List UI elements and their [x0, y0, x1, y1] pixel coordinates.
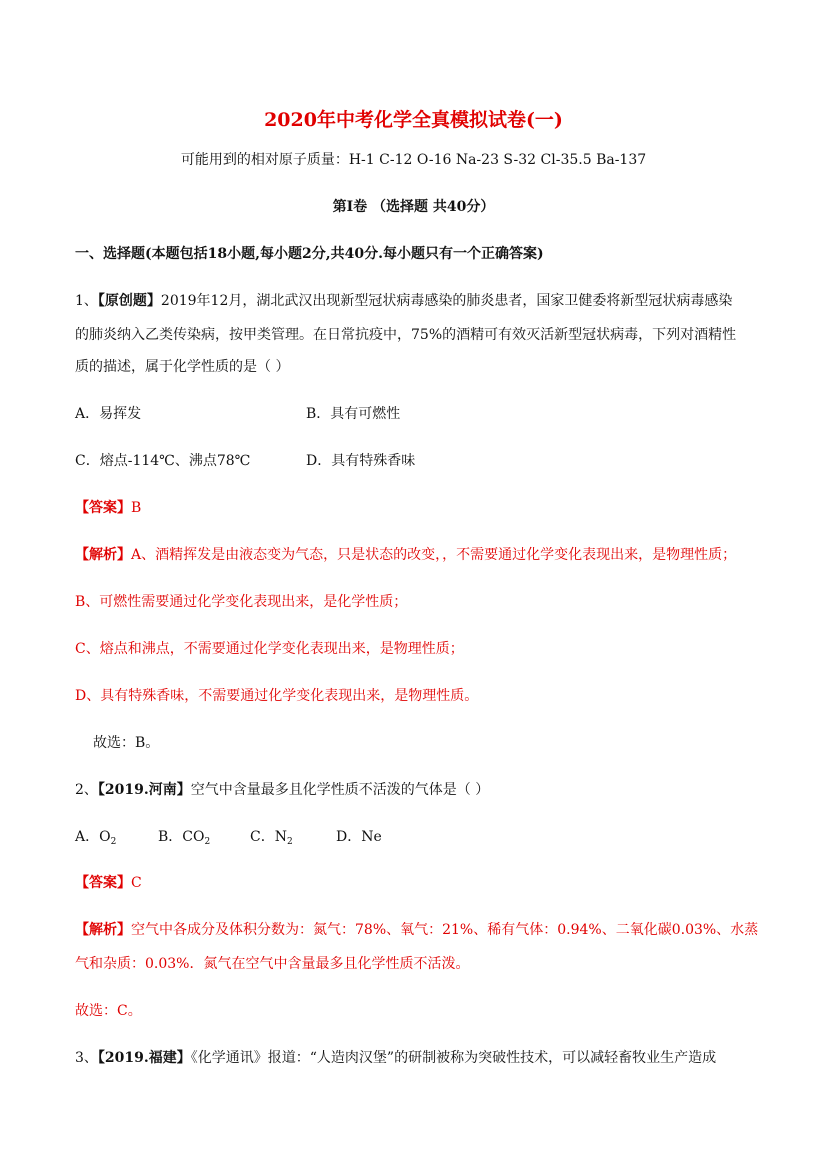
choice-line: 故选：C。: [75, 1003, 142, 1019]
option-a: [75, 827, 116, 852]
option-b: B．具有可燃性: [306, 406, 401, 422]
analysis-line-3: C、熔点和沸点，不需要通过化学变化表现出来，是物理性质；: [75, 641, 464, 657]
question-1-line-3: 质的描述，属于化学性质的是（ ）: [75, 359, 290, 375]
question-1-line-1: [75, 291, 732, 311]
option-b-text: B．CO: [158, 829, 205, 845]
question-source-tag: 【原创题】: [97, 293, 161, 309]
question-number: 1、: [75, 293, 98, 309]
question-source-tag: 【2019.福建】: [97, 1050, 191, 1066]
option-c: [250, 827, 293, 852]
option-a-text: A．O: [75, 829, 111, 845]
answer-value: C: [131, 875, 142, 891]
question-stem: 2019年12月，湖北武汉出现新型冠状病毒感染的肺炎患者，国家卫健委将新型冠状病毒感染: [160, 293, 733, 309]
analysis-line-2: B、可燃性需要通过化学变化表现出来，是化学性质；: [75, 594, 408, 610]
answer-line: [75, 873, 142, 893]
analysis-line-1: [75, 545, 736, 565]
page-title: 2020年中考化学全真模拟试卷(一): [264, 109, 563, 131]
analysis-line-2: 气和杂质：0.03%．氮气在空气中含量最多且化学性质不活泼。: [75, 956, 470, 972]
option-c-text: C．N: [250, 829, 287, 845]
question-1-line-2: 的肺炎纳入乙类传染病，按甲类管理。在日常抗疫中，75%的酒精可有效灭活新型冠状病毒，下列对酒精性: [75, 327, 737, 343]
section-heading: 一、选择题(本题包括18小题,每小题2分,共40分.每小题只有一个正确答案): [75, 246, 544, 262]
analysis-line-4: D、具有特殊香味，不需要通过化学变化表现出来，是物理性质。: [75, 688, 479, 704]
subscript: 2: [286, 837, 293, 847]
answer-tag: 【答案】: [75, 500, 131, 516]
volume-heading: 第Ⅰ卷 （选择题 共40分）: [332, 199, 495, 215]
analysis-tag: 【解析】: [75, 547, 131, 563]
subscript: 2: [204, 837, 211, 847]
question-stem: 空气中含量最多且化学性质不活泼的气体是（ ）: [190, 782, 490, 798]
answer-line: [75, 498, 141, 518]
question-stem: 《化学通讯》报道：“人造肉汉堡”的研制被称为突破性技术，可以减轻畜牧业生产造成: [190, 1050, 717, 1066]
analysis-tag: 【解析】: [75, 922, 131, 938]
question-source-tag: 【2019.河南】: [97, 782, 191, 798]
answer-tag: 【答案】: [75, 875, 131, 891]
option-d: D．Ne: [336, 829, 382, 845]
choice-line: 故选：B。: [93, 735, 160, 751]
question-number: 3、: [75, 1050, 98, 1066]
atomic-masses-line: 可能用到的相对原子质量：H-1 C-12 O-16 Na-23 S-32 Cl-35.5 Ba-137: [180, 152, 647, 168]
question-2-line-1: [75, 780, 489, 800]
analysis-line-1: [75, 920, 758, 940]
question-number: 2、: [75, 782, 98, 798]
question-3-line-1: [75, 1048, 716, 1068]
option-d: D．具有特殊香味: [306, 453, 416, 469]
option-c: C．熔点-114℃、沸点78℃: [75, 453, 251, 469]
answer-value: B: [131, 500, 142, 516]
subscript: 2: [110, 837, 117, 847]
analysis-text: 空气中各成分及体积分数为：氮气：78%、氧气：21%、稀有气体：0.94%、二氧化碳0.03%、水蒸: [131, 922, 759, 938]
analysis-text: A、酒精挥发是由液态变为气态，只是状态的改变，，不需要通过化学变化表现出来，是物理性质；: [131, 547, 737, 563]
option-a: A．易挥发: [75, 406, 142, 422]
option-b: [158, 827, 210, 852]
